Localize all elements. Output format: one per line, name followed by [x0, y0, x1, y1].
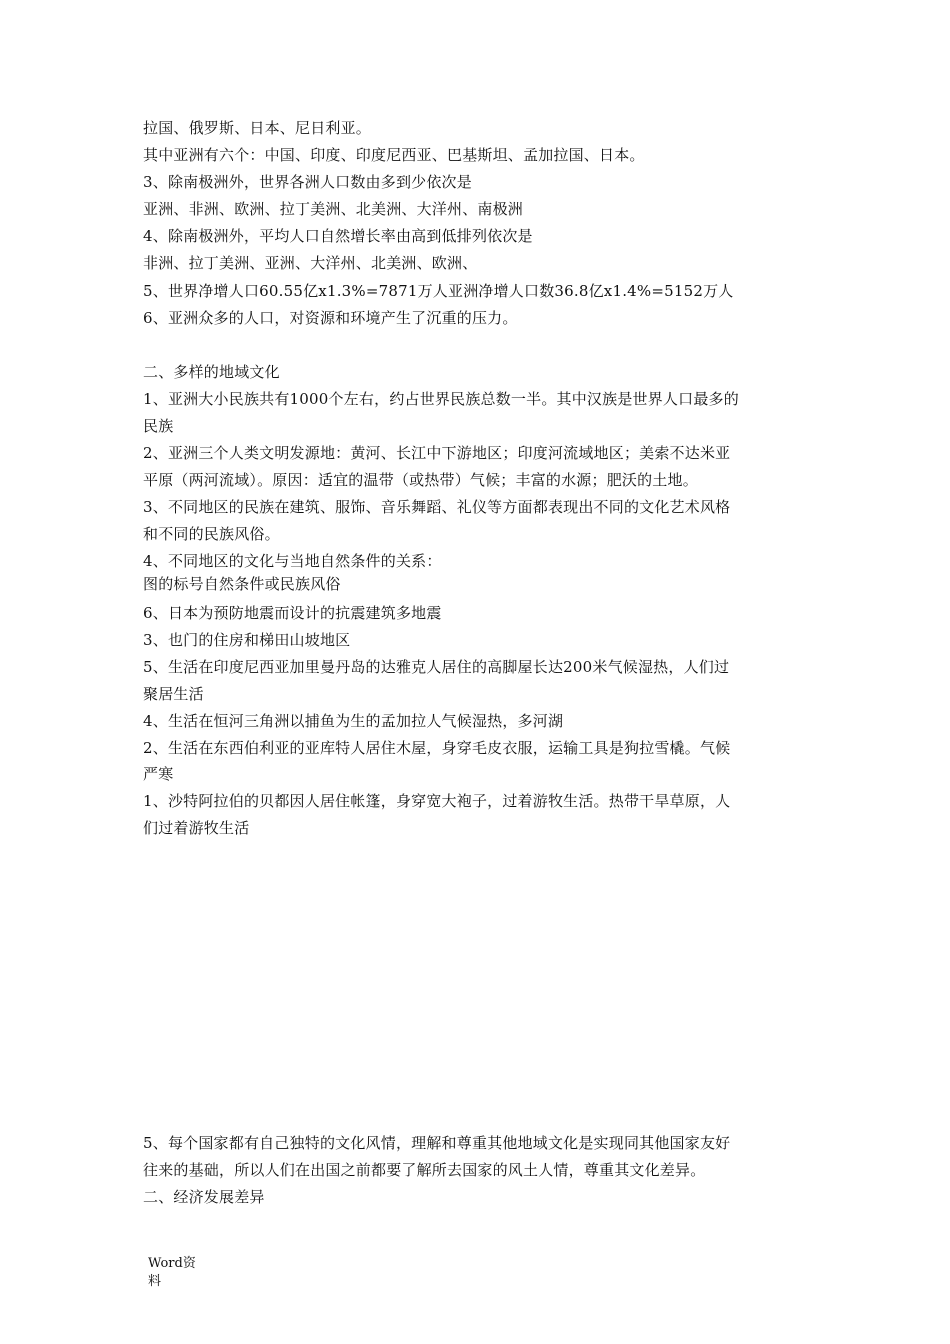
text-line: 3、除南极洲外，世界各洲人口数由多到少依次是 [143, 173, 472, 191]
text-line: 6、亚洲众多的人口，对资源和环境产生了沉重的压力。 [143, 309, 518, 327]
text-line: 4、除南极洲外，平均人口自然增长率由高到低排列依次是 [143, 227, 533, 245]
section-heading: 二、多样的地域文化 [143, 363, 280, 381]
text-line: 民族 [143, 417, 174, 435]
text-line: 5、生活在印度尼西亚加里曼丹岛的达雅克人居住的高脚屋长达200米气候湿热，人们过 [143, 658, 730, 676]
text-line: 1、沙特阿拉伯的贝都因人居住帐篷，身穿宽大袍子，过着游牧生活。热带干旱草原，人 [143, 792, 731, 810]
text-line: 往来的基础，所以人们在出国之前都要了解所去国家的风土人情，尊重其文化差异。 [143, 1161, 706, 1179]
text-line: 2、生活在东西伯利亚的亚库特人居住木屋，身穿毛皮衣服，运输工具是狗拉雪橇。气候 [143, 739, 731, 757]
text-line: 非洲、拉丁美洲、亚洲、大洋州、北美洲、欧洲、 [143, 254, 478, 272]
text-line: 们过着游牧生活 [143, 819, 250, 837]
text-line: 4、生活在恒河三角洲以捕鱼为生的孟加拉人气候湿热，多河湖 [143, 712, 564, 730]
text-line: 5、每个国家都有自己独特的文化风情，理解和尊重其他地域文化是实现同其他国家友好 [143, 1134, 731, 1152]
text-line: 图的标号自然条件或民族风俗 [143, 575, 341, 593]
text-line: 5、世界净增人口60.55亿x1.3%=7871万人亚洲净增人口数36.8亿x1.4%=5152万人 [143, 282, 734, 300]
section-heading: 二、经济发展差异 [143, 1188, 265, 1206]
text-line: 亚洲、非洲、欧洲、拉丁美洲、北美洲、大洋州、南极洲 [143, 200, 524, 218]
text-line: 聚居生活 [143, 685, 204, 703]
footer-label: 料 [148, 1274, 162, 1289]
text-line: 2、亚洲三个人类文明发源地：黄河、长江中下游地区；印度河流域地区；美索不达米亚 [143, 444, 731, 462]
text-line: 4、不同地区的文化与当地自然条件的关系： [143, 552, 442, 570]
text-line: 其中亚洲有六个：中国、印度、印度尼西亚、巴基斯坦、孟加拉国、日本。 [143, 146, 645, 164]
footer-label: Word资 [148, 1256, 196, 1271]
text-line: 严寒 [143, 765, 174, 783]
text-line: 6、日本为预防地震而设计的抗震建筑多地震 [143, 604, 442, 622]
text-line: 和不同的民族风俗。 [143, 525, 280, 543]
text-line: 3、也门的住房和梯田山坡地区 [143, 631, 351, 649]
text-line: 平原（两河流域）。原因：适宜的温带（或热带）气候；丰富的水源；肥沃的土地。 [143, 471, 698, 489]
text-line: 3、不同地区的民族在建筑、服饰、音乐舞蹈、礼仪等方面都表现出不同的文化艺术风格 [143, 498, 731, 516]
text-line: 拉国、俄罗斯、日本、尼日利亚。 [143, 119, 372, 137]
text-line: 1、亚洲大小民族共有1000个左右，约占世界民族总数一半。其中汉族是世界人口最多的 [143, 390, 739, 408]
